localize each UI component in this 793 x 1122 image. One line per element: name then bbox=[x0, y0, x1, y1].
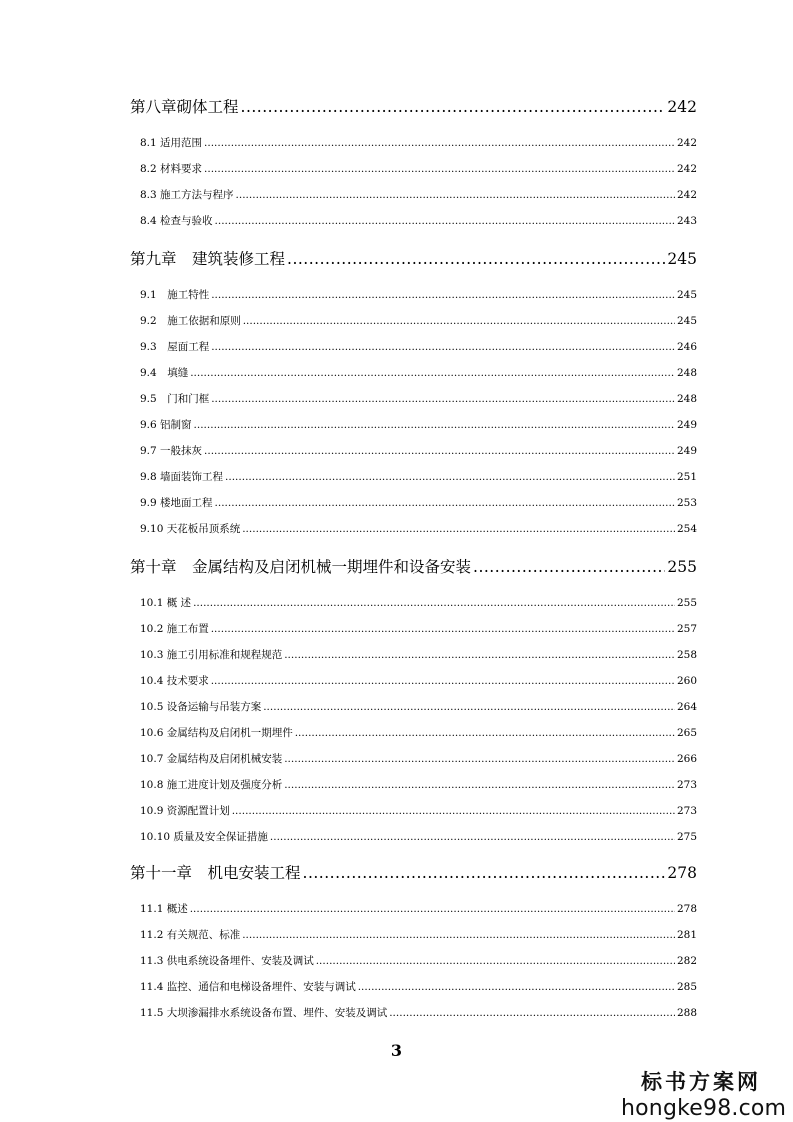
toc-dot-leader bbox=[204, 445, 675, 457]
toc-entry-title: 9.6 铝制窗 bbox=[140, 419, 192, 431]
toc-section-entry bbox=[140, 777, 697, 792]
toc-entry-page: 249 bbox=[676, 445, 697, 457]
toc-section-entry bbox=[140, 417, 697, 432]
toc-entry-title: 10.6 金属结构及启闭机一期埋件 bbox=[140, 727, 293, 739]
toc-entry-page: 288 bbox=[676, 1007, 697, 1019]
toc-section-entry bbox=[140, 443, 697, 458]
toc-dot-leader bbox=[211, 289, 675, 301]
toc-entry-page: 242 bbox=[667, 98, 697, 116]
toc-entry-title: 10.2 施工布置 bbox=[140, 623, 209, 635]
toc-entry-title: 11.5 大坝渗漏排水系统设备布置、埋件、安装及调试 bbox=[140, 1007, 388, 1019]
toc-entry-title: 9.10 天花板吊顶系统 bbox=[140, 523, 241, 535]
toc-section-entry bbox=[140, 647, 697, 662]
toc-entry-title: 9.3 屋面工程 bbox=[140, 341, 210, 353]
toc-entry-title: 9.1 施工特性 bbox=[140, 289, 210, 301]
toc-section-entry bbox=[140, 469, 697, 484]
toc-dot-leader bbox=[287, 250, 665, 268]
toc-entry-title: 9.7 一般抹灰 bbox=[140, 445, 203, 457]
toc-entry-page: 242 bbox=[676, 137, 697, 149]
toc-entry-title: 9.8 墙面装饰工程 bbox=[140, 471, 224, 483]
toc-chapter-entry bbox=[130, 95, 697, 117]
toc-dot-leader bbox=[211, 675, 675, 687]
toc-section-entry bbox=[140, 953, 697, 968]
toc-entry-page: 255 bbox=[676, 597, 697, 609]
toc-entry-page: 242 bbox=[676, 163, 697, 175]
toc-entry-page: 273 bbox=[676, 805, 697, 817]
toc-entry-title: 10.4 技术要求 bbox=[140, 675, 209, 687]
watermark-logo bbox=[621, 1066, 787, 1121]
toc-dot-leader bbox=[473, 558, 665, 576]
toc-entry-title: 9.5 门和门框 bbox=[140, 393, 210, 405]
toc-entry-title: 9.4 填缝 bbox=[140, 367, 189, 379]
toc-entry-page: 257 bbox=[676, 623, 697, 635]
watermark-chinese: 标书方案网 bbox=[641, 1070, 761, 1094]
toc-entry-title: 8.4 检查与验收 bbox=[140, 215, 213, 227]
toc-entry-page: 248 bbox=[676, 367, 697, 379]
toc-entry-title: 10.5 设备运输与吊装方案 bbox=[140, 701, 262, 713]
toc-entry-title: 8.1 适用范围 bbox=[140, 137, 203, 149]
toc-section-entry bbox=[140, 901, 697, 916]
toc-section-entry bbox=[140, 621, 697, 636]
toc-section-entry bbox=[140, 829, 697, 844]
toc-section-entry bbox=[140, 213, 697, 228]
toc-dot-leader bbox=[194, 419, 675, 431]
toc-dot-leader bbox=[215, 497, 675, 509]
toc-entry-page: 265 bbox=[676, 727, 697, 739]
toc-entry-page: 281 bbox=[676, 929, 697, 941]
toc-dot-leader bbox=[284, 753, 675, 765]
toc-dot-leader bbox=[225, 471, 675, 483]
toc-entry-page: 278 bbox=[667, 864, 697, 882]
toc-section-entry bbox=[140, 725, 697, 740]
toc-entry-page: 275 bbox=[676, 831, 697, 843]
toc-dot-leader bbox=[242, 929, 675, 941]
toc-dot-leader bbox=[316, 955, 675, 967]
toc-entry-title: 9.2 施工依据和原则 bbox=[140, 315, 241, 327]
toc-section-entry bbox=[140, 313, 697, 328]
toc-entry-page: 243 bbox=[676, 215, 697, 227]
toc-entry-title: 11.1 概述 bbox=[140, 903, 188, 915]
toc-entry-title: 8.2 材料要求 bbox=[140, 163, 203, 175]
toc-entry-page: 285 bbox=[676, 981, 697, 993]
toc-section-entry bbox=[140, 187, 697, 202]
toc-dot-leader bbox=[303, 864, 666, 882]
toc-dot-leader bbox=[236, 189, 675, 201]
toc-dot-leader bbox=[232, 805, 675, 817]
toc-dot-leader bbox=[211, 393, 675, 405]
toc-entry-title: 8.3 施工方法与程序 bbox=[140, 189, 234, 201]
toc-entry-title: 10.3 施工引用标准和规程规范 bbox=[140, 649, 283, 661]
toc-dot-leader bbox=[389, 1007, 675, 1019]
toc-dot-leader bbox=[263, 701, 675, 713]
toc-chapter-entry bbox=[130, 861, 697, 883]
toc-dot-leader bbox=[284, 779, 675, 791]
toc-dot-leader bbox=[358, 981, 675, 993]
toc-dot-leader bbox=[270, 831, 675, 843]
toc-entry-title: 11.2 有关规范、标准 bbox=[140, 929, 241, 941]
toc-dot-leader bbox=[215, 215, 675, 227]
toc-entry-title: 第八章砌体工程 bbox=[130, 98, 239, 116]
toc-section-entry bbox=[140, 979, 697, 994]
toc-entry-title: 11.3 供电系统设备埋件、安装及调试 bbox=[140, 955, 314, 967]
toc-entry-page: 260 bbox=[676, 675, 697, 687]
toc-chapter-entry bbox=[130, 247, 697, 269]
toc-entry-page: 273 bbox=[676, 779, 697, 791]
toc-entry-title: 10.1 概 述 bbox=[140, 597, 192, 609]
toc-dot-leader bbox=[242, 523, 675, 535]
toc-section-entry bbox=[140, 699, 697, 714]
toc-entry-page: 264 bbox=[676, 701, 697, 713]
toc-chapter-entry bbox=[130, 555, 697, 577]
toc-section-entry bbox=[140, 927, 697, 942]
toc-dot-leader bbox=[193, 597, 675, 609]
toc-dot-leader bbox=[284, 649, 675, 661]
toc-entry-page: 254 bbox=[676, 523, 697, 535]
toc-entry-page: 245 bbox=[676, 289, 697, 301]
toc-section-entry bbox=[140, 365, 697, 380]
toc-dot-leader bbox=[295, 727, 675, 739]
toc-dot-leader bbox=[190, 367, 675, 379]
toc-section-entry bbox=[140, 673, 697, 688]
toc-section-entry bbox=[140, 161, 697, 176]
toc-entry-title: 10.10 质量及安全保证措施 bbox=[140, 831, 268, 843]
toc-entry-title: 11.4 监控、通信和电梯设备埋件、安装与调试 bbox=[140, 981, 356, 993]
toc-dot-leader bbox=[211, 623, 675, 635]
toc-dot-leader bbox=[241, 98, 666, 116]
toc-dot-leader bbox=[211, 341, 675, 353]
toc-entry-title: 10.9 资源配置计划 bbox=[140, 805, 230, 817]
toc-section-entry bbox=[140, 521, 697, 536]
watermark-url: hongke98.com bbox=[621, 1096, 787, 1121]
toc-entry-page: 258 bbox=[676, 649, 697, 661]
toc-section-entry bbox=[140, 1005, 697, 1020]
toc-entry-title: 9.9 楼地面工程 bbox=[140, 497, 213, 509]
toc-section-entry bbox=[140, 751, 697, 766]
toc-entry-page: 253 bbox=[676, 497, 697, 509]
toc-entry-page: 246 bbox=[676, 341, 697, 353]
page-number: 3 bbox=[390, 1041, 403, 1060]
toc-dot-leader bbox=[243, 315, 675, 327]
toc-entry-page: 278 bbox=[676, 903, 697, 915]
toc-entry-title: 10.8 施工进度计划及强度分析 bbox=[140, 779, 283, 791]
toc-entry-title: 第九章 建筑装修工程 bbox=[130, 250, 286, 268]
toc-section-entry bbox=[140, 495, 697, 510]
toc-entry-page: 266 bbox=[676, 753, 697, 765]
toc-entry-page: 245 bbox=[676, 315, 697, 327]
toc-section-entry bbox=[140, 595, 697, 610]
toc-entry-page: 242 bbox=[676, 189, 697, 201]
toc-entry-page: 248 bbox=[676, 393, 697, 405]
toc-section-entry bbox=[140, 803, 697, 818]
toc-entry-page: 249 bbox=[676, 419, 697, 431]
toc-entry-title: 10.7 金属结构及启闭机械安装 bbox=[140, 753, 283, 765]
toc-dot-leader bbox=[204, 163, 675, 175]
toc-entry-page: 255 bbox=[667, 558, 697, 576]
toc-dot-leader bbox=[190, 903, 675, 915]
toc-section-entry bbox=[140, 135, 697, 150]
toc-entry-page: 282 bbox=[676, 955, 697, 967]
toc-dot-leader bbox=[204, 137, 675, 149]
toc-section-entry bbox=[140, 391, 697, 406]
toc-entry-page: 245 bbox=[667, 250, 697, 268]
toc-entry-title: 第十一章 机电安装工程 bbox=[130, 864, 301, 882]
toc-entry-title: 第十章 金属结构及启闭机械一期埋件和设备安装 bbox=[130, 558, 472, 576]
toc-section-entry bbox=[140, 287, 697, 302]
toc-section-entry bbox=[140, 339, 697, 354]
toc-entry-page: 251 bbox=[676, 471, 697, 483]
